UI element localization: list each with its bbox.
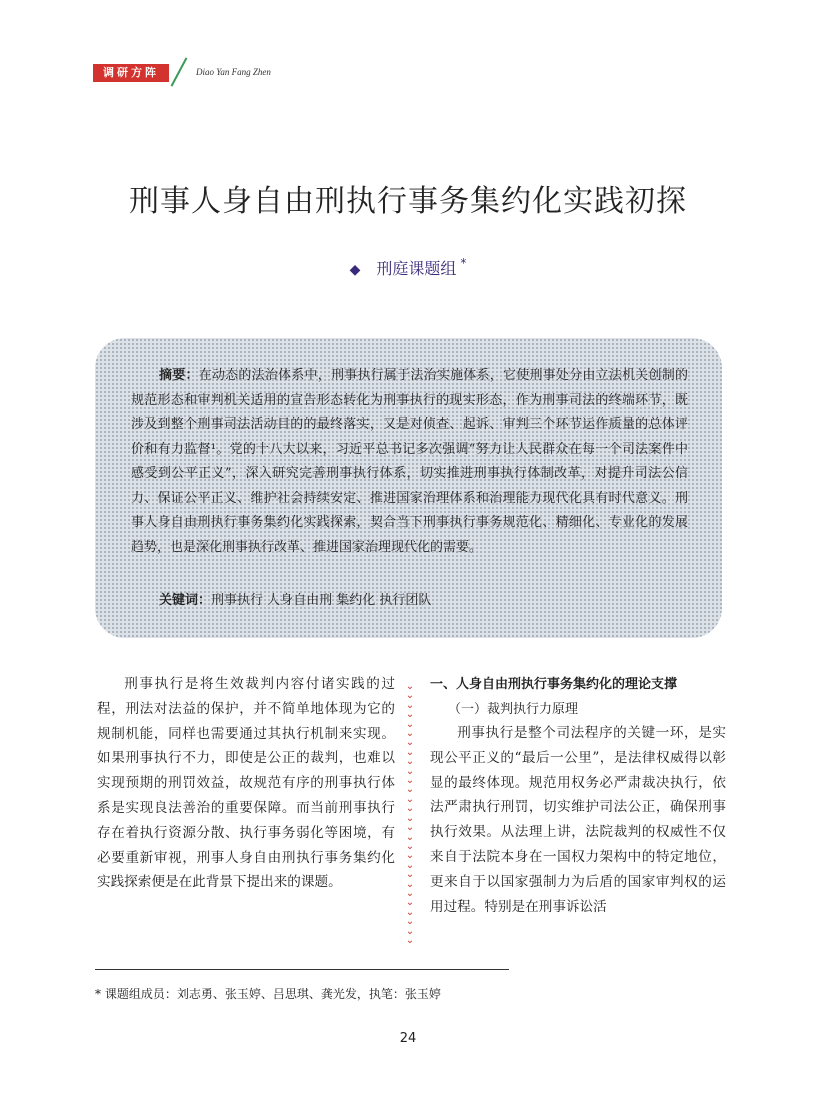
author-line (0, 256, 816, 279)
section-heading: 一、人身自由刑执行事务集约化的理论支撑 (430, 677, 678, 692)
header-slash-decoration (171, 57, 188, 86)
sub-heading: （一）裁判执行力原理 (448, 702, 579, 717)
abstract-body: 在动态的法治体系中，刑事执行属于法治实施体系，它使刑事处分由立法机关创制的规范形态和审判机关适用的宣告形态转化为刑事执行的现实形态，作为刑事司法的终端环节，既涉及到整个刑事司法活动目的的最终落实，又是对侦查、起诉、审判三个环节运作质量的总体评价和有力监督¹。党的十八大以来，习近平总书记多次强调“努力让人民群众在每一个司法案件中感受到公平正义”，深入研究完善刑事执行体系，切实推进刑事执行体制改革，对提升司法公信力、保证公平正义、维护社会持续安定、推进国家治理体系和治理能力现代化具有时代意义。刑事人身自由刑执行事务集约化实践探索，契合当下刑事执行事务规范化、精细化、专业化的发展趋势，也是深化刑事执行改革、推进国家治理现代化的需要。 (131, 368, 688, 555)
page-number: 24 (399, 1031, 417, 1046)
body-right-paragraph: 刑事执行是整个司法程序的关键一环，是实现公平正义的“最后一公里”，是法律权威得以彰显的最终体现。规范用权务必严肃裁决执行，依法严肃执行刑罚，切实维护司法公正，确保刑事执行效果。从法理上讲，法院裁判的权威性不仅来自于法院本身在一国权力架构中的特定地位，更来自于以国家强制力为后盾的国家审判权的运用过程。特别是在刑事诉讼活 (430, 725, 726, 915)
diamond-icon: ◆ (349, 262, 361, 278)
author-footnote-mark: * (460, 256, 467, 270)
abstract-label: 摘要： (159, 368, 199, 383)
footnote-rule (95, 969, 509, 970)
section-badge: 调研方阵 (93, 64, 169, 82)
abstract (131, 364, 688, 560)
column-divider-chevrons: ⌄ ⌄ ⌄ ⌄ ⌄ ⌄ ⌄ ⌄ ⌄ ⌄ ⌄ ⌄ ⌄ ⌄ ⌄ ⌄ ⌄ ⌄ ⌄ ⌄ ⌄ ⌄ ⌄ ⌄ ⌄ ⌄ ⌄ ⌄ (405, 681, 415, 946)
author-name: 刑庭课题组 (376, 259, 457, 278)
keywords-list: 刑事执行 人身自由刑 集约化 执行团队 (211, 593, 432, 608)
keywords (159, 589, 431, 608)
section-subtitle: Diao Yan Fang Zhen (196, 67, 271, 77)
keywords-label: 关键词： (159, 593, 212, 608)
body-left-paragraph: 刑事执行是将生效裁判内容付诸实践的过程，刑法对法益的保护，并不简单地体现为它的规制机能，同样也需要通过其执行机制来实现。如果刑事执行不力，即使是公正的裁判，也难以实现预期的刑罚效益，故规范有序的刑事执行体系是实现良法善治的重要保障。而当前刑事执行存在着执行资源分散、执行事务弱化等困境，有必要重新审视，刑事人身自由刑执行事务集约化实践探索便是在此背景下提出来的课题。 (97, 676, 395, 891)
footnote: * 课题组成员：刘志勇、张玉婷、吕思琪、龚光发，执笔：张玉婷 (95, 987, 441, 1001)
article-title: 刑事人身自由刑执行事务集约化实践初探 (129, 184, 687, 219)
